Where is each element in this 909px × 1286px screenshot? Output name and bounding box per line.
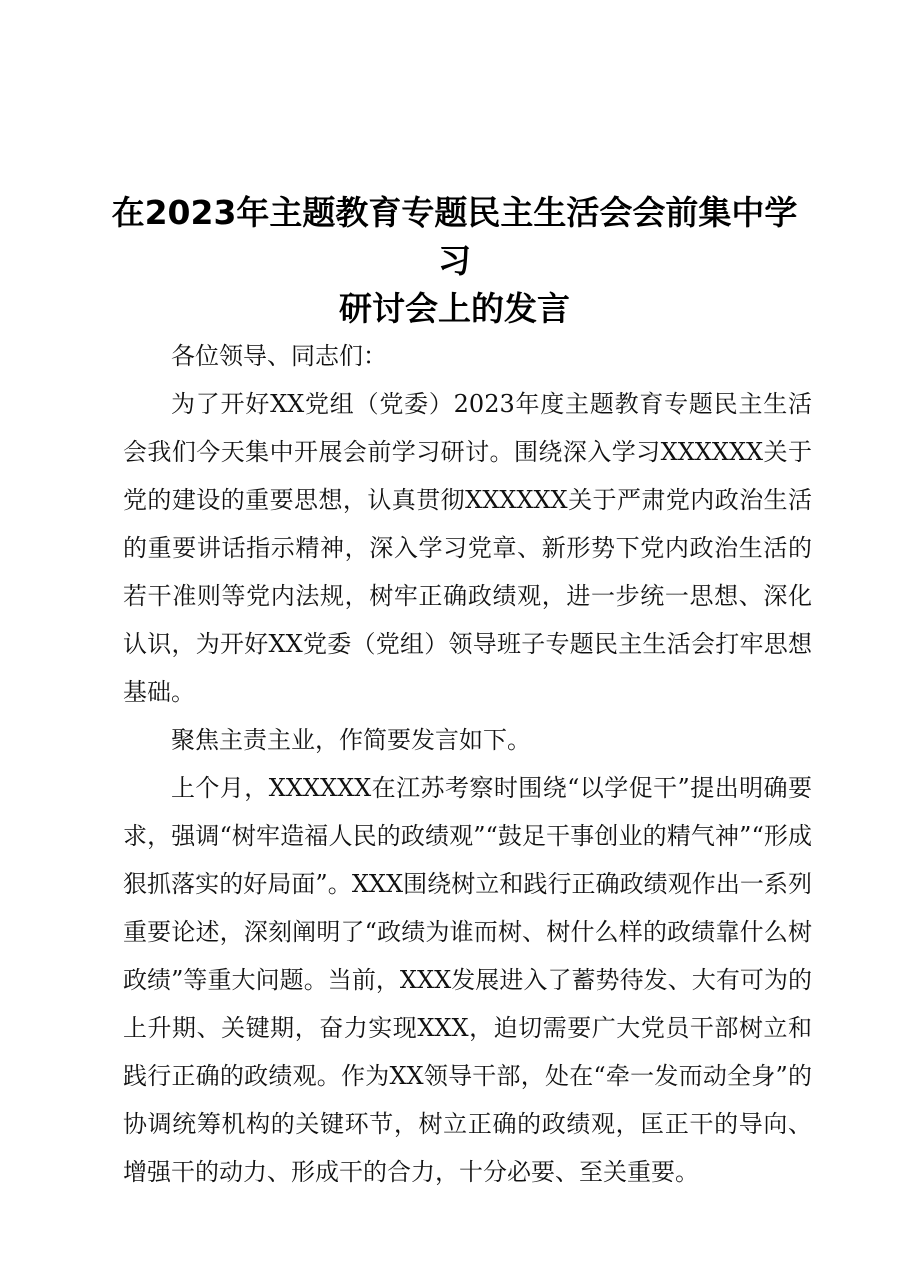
- document-body: [123, 332, 812, 1196]
- title-line-1: 在2023年主题教育专题民主生活会会前集中学习: [111, 193, 798, 280]
- document-title: [110, 189, 799, 333]
- transition-paragraph: 聚焦主责主业，作简要发言如下。: [171, 726, 531, 754]
- main-paragraph: 上个月，XXXXXX在江苏考察时围绕“以学促干”提出明确要求，强调“树牢造福人民的政绩观”“鼓足干事创业的精气神”“形成狠抓落实的好局面”。XXX围绕树立和践行正确政绩观作出一系列重要论述，深刻阐明了“政绩为谁而树、树什么样的政绩靠什么树政绩”等重大问题。当前，XXX发展进入了蓄势待发、大有可为的上升期、关键期，奋力实现XXX，迫切需要广大党员干部树立和践行正确的政绩观。作为XX领导干部，处在“牵一发而动全身”的协调统筹机构的关键环节，树立正确的政绩观，匡正干的导向、增强干的动力、形成干的合力，十分必要、至关重要。: [123, 774, 812, 1186]
- intro-paragraph: 为了开好XX党组（党委）2023年度主题教育专题民主生活会我们今天集中开展会前学习研讨。围绕深入学习XXXXXX关于党的建设的重要思想，认真贯彻XXXXXX关于严肃党内政治生活的重要讲话指示精神，深入学习党章、新形势下党内政治生活的若干准则等党内法规，树牢正确政绩观，进一步统一思想、深化认识，为开好XX党委（党组）领导班子专题民主生活会打牢思想基础。: [123, 390, 812, 706]
- title-line-2: 研讨会上的发言: [339, 289, 570, 328]
- salutation-paragraph: 各位领导、同志们：: [171, 342, 387, 370]
